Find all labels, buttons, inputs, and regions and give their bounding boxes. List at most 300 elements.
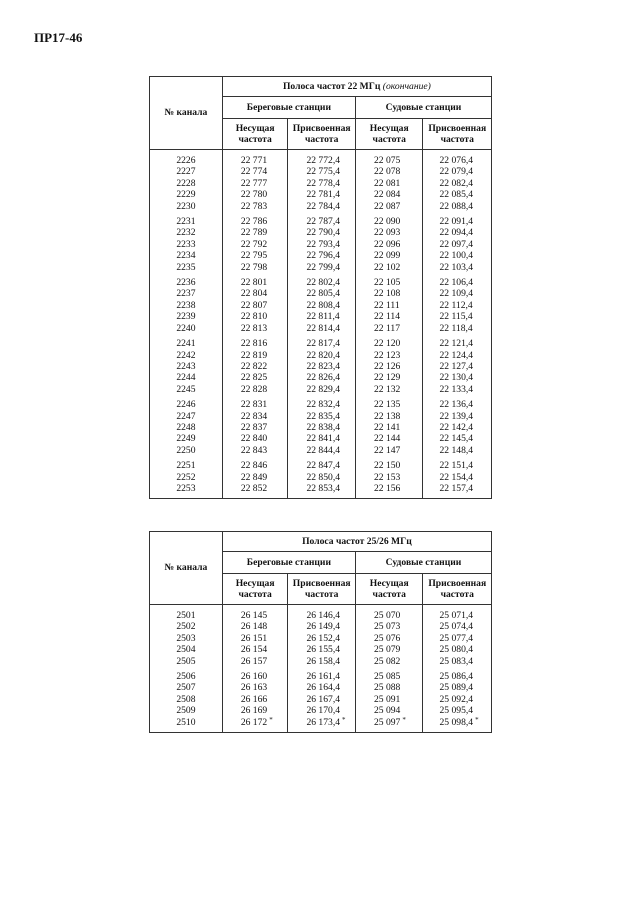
coast-assigned-frequency-cell	[288, 288, 356, 299]
coast-assigned-frequency-cell	[288, 705, 356, 716]
coast-carrier-frequency-cell	[222, 384, 288, 395]
coast-assigned-frequency: 26 161,4	[306, 671, 341, 683]
ship-assigned-frequency-cell	[423, 262, 492, 273]
ship-carrier-frequency: 22 150	[373, 460, 401, 472]
channel-number-cell	[150, 644, 223, 655]
channel-number: 2226	[176, 155, 196, 166]
coast-carrier-frequency-cell	[222, 411, 288, 422]
coast-assigned-frequency-cell	[288, 667, 356, 682]
coast-carrier-header: Несущая частота	[222, 574, 288, 605]
ship-assigned-frequency-cell	[423, 178, 492, 189]
coast-carrier-frequency-cell	[222, 717, 288, 733]
ship-carrier-frequency: 22 135	[373, 399, 401, 411]
coast-carrier-frequency-cell	[222, 311, 288, 322]
coast-carrier-frequency: 22 810	[240, 311, 268, 323]
coast-carrier-frequency: 22 783	[240, 200, 268, 212]
coast-assigned-frequency-cell	[288, 334, 356, 349]
coast-assigned-frequency: 22 802,4	[306, 277, 341, 289]
band-title-note: (окончание)	[382, 80, 431, 92]
coast-assigned-frequency: 22 853,4	[306, 482, 341, 494]
table-row	[150, 262, 492, 273]
coast-carrier-frequency-cell	[222, 667, 288, 682]
ship-carrier-frequency: 22 153	[373, 471, 401, 483]
ship-carrier-frequency-cell	[355, 239, 423, 250]
ship-carrier-frequency: 25 070	[373, 610, 401, 621]
ship-carrier-frequency-cell	[355, 288, 423, 299]
frequency-table-25-26mhz	[149, 531, 492, 733]
coast-assigned-frequency: 26 152,4	[306, 632, 341, 644]
ship-assigned-frequency: 25 095,4	[439, 705, 474, 717]
ship-carrier-header: Несущая частота	[355, 119, 423, 150]
band-title: Полоса частот 22 МГц	[282, 80, 381, 92]
ship-carrier-frequency-cell	[355, 682, 423, 693]
coast-assigned-frequency: 22 847,4	[306, 460, 341, 472]
channel-number: 2508	[176, 693, 196, 705]
channel-number-cell	[150, 395, 223, 410]
channel-number-cell	[150, 372, 223, 383]
channel-number-cell	[150, 456, 223, 471]
coast-carrier-frequency: 26 166	[240, 693, 268, 705]
coast-carrier-frequency-cell	[222, 212, 288, 227]
ship-carrier-frequency-cell	[355, 411, 423, 422]
coast-assigned-frequency-cell	[288, 483, 356, 499]
coast-carrier-frequency-cell	[222, 621, 288, 632]
ship-carrier-frequency: 22 078	[373, 166, 401, 178]
ship-carrier-frequency-cell	[355, 694, 423, 705]
channel-number-cell	[150, 361, 223, 372]
coast-assigned-frequency: 22 787,4	[306, 216, 341, 228]
coast-carrier-frequency: 22 795	[240, 250, 268, 262]
coast-assigned-frequency-cell	[288, 395, 356, 410]
ship-carrier-frequency: 25 094	[373, 705, 401, 717]
coast-carrier-frequency-cell	[222, 166, 288, 177]
coast-assigned-frequency-cell	[288, 262, 356, 273]
coast-carrier-frequency-cell	[222, 350, 288, 361]
coast-assigned-frequency: 22 820,4	[306, 349, 341, 361]
coast-assigned-header: Присвоенная частота	[288, 574, 356, 605]
table-row	[150, 445, 492, 456]
ship-assigned-frequency: 22 088,4	[439, 200, 474, 212]
ship-carrier-frequency: 25 079	[373, 644, 401, 656]
channel-number: 2240	[176, 322, 196, 334]
coast-carrier-frequency: 22 834	[240, 410, 268, 422]
ship-assigned-frequency: 25 083,4	[439, 655, 474, 667]
ship-assigned-frequency: 25 092,4	[439, 693, 474, 705]
coast-carrier-frequency: 22 801	[240, 277, 268, 289]
channel-number-cell	[150, 472, 223, 483]
coast-assigned-frequency: 22 838,4	[306, 421, 341, 433]
channel-number-cell	[150, 262, 223, 273]
coast-assigned-frequency: 22 850,4	[306, 471, 341, 483]
table-row	[150, 667, 492, 682]
coast-carrier-frequency-cell	[222, 472, 288, 483]
table-row	[150, 483, 492, 499]
channel-number-cell	[150, 694, 223, 705]
ship-carrier-frequency-cell	[355, 361, 423, 372]
ship-carrier-frequency-cell	[355, 605, 423, 622]
ship-assigned-frequency: 25 098,4	[439, 716, 474, 728]
channel-number-cell	[150, 384, 223, 395]
ship-assigned-frequency-cell	[423, 633, 492, 644]
band-header	[222, 532, 491, 552]
ship-carrier-frequency-cell	[355, 178, 423, 189]
channel-number-cell	[150, 300, 223, 311]
coast-carrier-frequency: 22 837	[240, 421, 268, 433]
coast-assigned-frequency: 22 784,4	[306, 200, 341, 212]
ship-assigned-frequency-cell	[423, 288, 492, 299]
table-row	[150, 150, 492, 167]
ship-carrier-frequency: 22 111	[373, 299, 400, 311]
table-row	[150, 605, 492, 622]
ship-assigned-frequency: 22 112,4	[439, 299, 473, 311]
coast-carrier-frequency: 22 777	[240, 177, 268, 189]
ship-assigned-frequency: 25 074,4	[439, 621, 474, 633]
channel-number: 2239	[176, 311, 196, 323]
table-row	[150, 239, 492, 250]
ship-carrier-frequency-cell	[355, 311, 423, 322]
ship-assigned-frequency: 22 106,4	[439, 277, 474, 289]
ship-assigned-frequency: 25 080,4	[439, 644, 474, 656]
band-header	[222, 77, 491, 97]
coast-carrier-frequency-cell	[222, 422, 288, 433]
ship-assigned-frequency-cell	[423, 656, 492, 667]
ship-assigned-frequency: 22 097,4	[439, 238, 474, 250]
coast-assigned-header: Присвоенная частота	[288, 119, 356, 150]
ship-carrier-frequency-cell	[355, 201, 423, 212]
ship-carrier-frequency: 22 105	[373, 277, 401, 289]
channel-number: 2251	[176, 460, 196, 472]
channel-number: 2502	[176, 621, 196, 633]
coast-carrier-frequency: 22 792	[240, 238, 268, 250]
table-row	[150, 633, 492, 644]
coast-assigned-frequency: 22 817,4	[306, 338, 341, 350]
coast-carrier-frequency-cell	[222, 372, 288, 383]
channel-number-cell	[150, 178, 223, 189]
coast-assigned-frequency: 22 808,4	[306, 299, 341, 311]
table-row	[150, 621, 492, 632]
ship-carrier-frequency-cell	[355, 227, 423, 238]
ship-assigned-frequency-cell	[423, 166, 492, 177]
coast-carrier-frequency-cell	[222, 644, 288, 655]
coast-assigned-frequency-cell	[288, 384, 356, 395]
coast-carrier-frequency: 22 804	[240, 288, 268, 300]
channel-number-cell	[150, 201, 223, 212]
coast-assigned-frequency: 22 835,4	[306, 410, 341, 422]
coast-assigned-frequency-cell	[288, 150, 356, 167]
coast-assigned-frequency: 22 778,4	[306, 177, 341, 189]
coast-assigned-frequency-cell	[288, 239, 356, 250]
ship-assigned-frequency: 25 089,4	[439, 682, 474, 694]
ship-assigned-frequency-cell	[423, 705, 492, 716]
coast-assigned-frequency-cell	[288, 411, 356, 422]
ship-assigned-frequency: 22 133,4	[439, 383, 474, 395]
ship-carrier-frequency-cell	[355, 422, 423, 433]
ship-assigned-frequency: 22 085,4	[439, 189, 474, 201]
ship-assigned-frequency: 22 115,4	[439, 311, 473, 323]
table-row	[150, 250, 492, 261]
channel-number: 2238	[176, 299, 196, 311]
channel-number: 2233	[176, 238, 196, 250]
channel-number-cell	[150, 166, 223, 177]
table-row	[150, 361, 492, 372]
coast-carrier-frequency-cell	[222, 178, 288, 189]
coast-carrier-frequency-cell	[222, 262, 288, 273]
ship-assigned-frequency-cell	[423, 201, 492, 212]
ship-stations-header: Судовые станции	[355, 552, 491, 574]
ship-assigned-frequency: 22 082,4	[439, 177, 474, 189]
coast-assigned-frequency-cell	[288, 445, 356, 456]
channel-number-cell	[150, 682, 223, 693]
channel-number: 2227	[176, 166, 196, 178]
table-body	[150, 150, 492, 499]
coast-assigned-frequency: 22 796,4	[306, 250, 341, 262]
ship-carrier-frequency-cell	[355, 212, 423, 227]
ship-carrier-frequency: 22 087	[373, 200, 401, 212]
ship-assigned-frequency-cell	[423, 667, 492, 682]
ship-carrier-frequency: 22 117	[373, 322, 400, 334]
table-row	[150, 411, 492, 422]
ship-assigned-frequency: 22 109,4	[439, 288, 474, 300]
channel-number: 2234	[176, 250, 196, 262]
table-row	[150, 395, 492, 410]
coast-assigned-frequency: 22 772,4	[306, 155, 341, 166]
channel-number-header: № канала	[150, 77, 223, 150]
channel-number: 2229	[176, 189, 196, 201]
ship-assigned-frequency-cell	[423, 273, 492, 288]
table-row	[150, 422, 492, 433]
ship-carrier-frequency: 22 075	[373, 155, 401, 166]
ship-assigned-frequency: 22 151,4	[439, 460, 474, 472]
ship-assigned-frequency: 22 157,4	[439, 482, 474, 494]
ship-assigned-frequency: 22 121,4	[439, 338, 474, 350]
ship-assigned-header: Присвоенная частота	[423, 119, 492, 150]
channel-number: 2248	[176, 421, 196, 433]
coast-carrier-frequency: 26 160	[240, 671, 268, 683]
ship-assigned-frequency-cell	[423, 411, 492, 422]
ship-carrier-frequency: 22 099	[373, 250, 401, 262]
coast-assigned-frequency-cell	[288, 605, 356, 622]
coast-assigned-frequency-cell	[288, 717, 356, 733]
ship-assigned-frequency: 22 124,4	[439, 349, 474, 361]
coast-assigned-frequency: 22 814,4	[306, 322, 341, 334]
table-row	[150, 201, 492, 212]
table-row	[150, 227, 492, 238]
coast-carrier-frequency-cell	[222, 189, 288, 200]
ship-assigned-frequency-cell	[423, 239, 492, 250]
ship-carrier-frequency-cell	[355, 483, 423, 499]
ship-carrier-frequency-cell	[355, 273, 423, 288]
channel-number: 2250	[176, 444, 196, 456]
table-row	[150, 656, 492, 667]
ship-assigned-frequency: 22 142,4	[439, 421, 474, 433]
ship-carrier-frequency-cell	[355, 384, 423, 395]
ship-assigned-frequency: 22 136,4	[439, 399, 474, 411]
coast-assigned-frequency-cell	[288, 633, 356, 644]
channel-number-cell	[150, 445, 223, 456]
channel-number-cell	[150, 212, 223, 227]
coast-assigned-frequency-cell	[288, 201, 356, 212]
ship-carrier-frequency-cell	[355, 656, 423, 667]
ship-assigned-frequency: 22 118,4	[439, 322, 473, 334]
footnote-marker: *	[475, 715, 479, 724]
ship-assigned-frequency-cell	[423, 456, 492, 471]
ship-carrier-frequency: 22 147	[373, 444, 401, 456]
ship-carrier-frequency-cell	[355, 433, 423, 444]
coast-assigned-frequency-cell	[288, 212, 356, 227]
channel-number: 2243	[176, 360, 196, 372]
ship-assigned-frequency-cell	[423, 250, 492, 261]
ship-carrier-frequency-cell	[355, 644, 423, 655]
ship-assigned-frequency-cell	[423, 227, 492, 238]
ship-stations-header: Судовые станции	[355, 97, 491, 119]
coast-carrier-frequency: 22 828	[240, 383, 268, 395]
coast-carrier-frequency: 26 154	[240, 644, 268, 656]
coast-assigned-frequency: 22 811,4	[306, 311, 340, 323]
coast-assigned-frequency-cell	[288, 372, 356, 383]
table-row	[150, 334, 492, 349]
ship-carrier-frequency: 22 081	[373, 177, 401, 189]
ship-assigned-frequency: 22 139,4	[439, 410, 474, 422]
coast-carrier-frequency-cell	[222, 705, 288, 716]
coast-assigned-frequency: 22 805,4	[306, 288, 341, 300]
coast-carrier-frequency-cell	[222, 201, 288, 212]
channel-number-cell	[150, 189, 223, 200]
channel-number-cell	[150, 705, 223, 716]
channel-number-cell	[150, 605, 223, 622]
channel-number-cell	[150, 667, 223, 682]
coast-assigned-frequency-cell	[288, 300, 356, 311]
coast-carrier-frequency-cell	[222, 445, 288, 456]
ship-assigned-frequency-cell	[423, 311, 492, 322]
channel-number-cell	[150, 323, 223, 334]
table-row	[150, 288, 492, 299]
coast-carrier-frequency-cell	[222, 605, 288, 622]
coast-assigned-frequency-cell	[288, 227, 356, 238]
coast-carrier-frequency-cell	[222, 633, 288, 644]
channel-number: 2246	[176, 399, 196, 411]
ship-assigned-frequency-cell	[423, 372, 492, 383]
coast-assigned-frequency: 26 155,4	[306, 644, 341, 656]
coast-carrier-frequency-cell	[222, 227, 288, 238]
ship-carrier-frequency-cell	[355, 323, 423, 334]
coast-assigned-frequency-cell	[288, 433, 356, 444]
channel-number: 2244	[176, 372, 196, 384]
ship-carrier-frequency: 25 082	[373, 655, 401, 667]
ship-carrier-frequency: 25 088	[373, 682, 401, 694]
coast-carrier-frequency: 22 780	[240, 189, 268, 201]
table-row	[150, 166, 492, 177]
footnote-marker: *	[269, 715, 273, 724]
coast-assigned-frequency: 26 149,4	[306, 621, 341, 633]
ship-carrier-frequency: 22 108	[373, 288, 401, 300]
coast-assigned-frequency: 26 170,4	[306, 705, 341, 717]
ship-assigned-frequency-cell	[423, 483, 492, 499]
coast-assigned-frequency: 22 844,4	[306, 444, 341, 456]
ship-assigned-frequency: 22 154,4	[439, 471, 474, 483]
coast-carrier-frequency: 26 172	[240, 716, 268, 728]
ship-carrier-frequency-cell	[355, 189, 423, 200]
ship-assigned-frequency-cell	[423, 350, 492, 361]
coast-carrier-frequency: 26 148	[240, 621, 268, 633]
coast-assigned-frequency: 22 829,4	[306, 383, 341, 395]
coast-carrier-frequency: 26 163	[240, 682, 268, 694]
coast-assigned-frequency-cell	[288, 323, 356, 334]
ship-assigned-frequency-cell	[423, 694, 492, 705]
coast-carrier-frequency: 22 822	[240, 360, 268, 372]
channel-number-cell	[150, 350, 223, 361]
ship-carrier-frequency: 22 132	[373, 383, 401, 395]
coast-carrier-frequency-cell	[222, 288, 288, 299]
coast-carrier-frequency-cell	[222, 300, 288, 311]
channel-number: 2236	[176, 277, 196, 289]
coast-assigned-frequency-cell	[288, 644, 356, 655]
ship-assigned-frequency: 25 077,4	[439, 632, 474, 644]
coast-stations-header: Береговые станции	[222, 97, 355, 119]
table-row	[150, 682, 492, 693]
coast-assigned-frequency: 26 146,4	[306, 610, 341, 621]
coast-carrier-frequency: 22 825	[240, 372, 268, 384]
ship-carrier-frequency: 25 097	[373, 716, 401, 728]
channel-number-cell	[150, 311, 223, 322]
footnote-marker: *	[342, 715, 346, 724]
table-row	[150, 189, 492, 200]
ship-carrier-frequency-cell	[355, 667, 423, 682]
channel-number-cell	[150, 433, 223, 444]
coast-assigned-frequency-cell	[288, 350, 356, 361]
channel-number: 2505	[176, 655, 196, 667]
ship-assigned-frequency-cell	[423, 433, 492, 444]
channel-number: 2231	[176, 216, 196, 228]
channel-number: 2247	[176, 410, 196, 422]
coast-carrier-frequency: 22 831	[240, 399, 268, 411]
coast-assigned-frequency: 22 775,4	[306, 166, 341, 178]
band-title: Полоса частот 25/26 МГц	[302, 535, 412, 547]
coast-carrier-frequency-cell	[222, 483, 288, 499]
ship-carrier-frequency: 25 091	[373, 693, 401, 705]
coast-carrier-frequency: 26 157	[240, 655, 268, 667]
channel-number-cell	[150, 656, 223, 667]
ship-carrier-frequency: 22 084	[373, 189, 401, 201]
ship-assigned-frequency: 25 086,4	[439, 671, 474, 683]
ship-carrier-frequency: 25 073	[373, 621, 401, 633]
ship-assigned-frequency-cell	[423, 682, 492, 693]
table-row	[150, 323, 492, 334]
coast-carrier-frequency-cell	[222, 656, 288, 667]
channel-number: 2230	[176, 200, 196, 212]
coast-assigned-frequency: 26 158,4	[306, 655, 341, 667]
table-row	[150, 311, 492, 322]
ship-assigned-frequency-cell	[423, 422, 492, 433]
coast-carrier-frequency-cell	[222, 456, 288, 471]
coast-carrier-frequency: 22 813	[240, 322, 268, 334]
ship-carrier-frequency-cell	[355, 300, 423, 311]
coast-carrier-frequency: 22 816	[240, 338, 268, 350]
coast-carrier-frequency-cell	[222, 323, 288, 334]
ship-carrier-frequency-cell	[355, 262, 423, 273]
ship-carrier-frequency: 22 138	[373, 410, 401, 422]
coast-carrier-frequency-cell	[222, 273, 288, 288]
coast-carrier-frequency: 22 846	[240, 460, 268, 472]
ship-carrier-frequency-cell	[355, 472, 423, 483]
channel-number: 2501	[176, 610, 196, 621]
table-row	[150, 178, 492, 189]
coast-carrier-frequency: 26 169	[240, 705, 268, 717]
ship-assigned-frequency: 22 100,4	[439, 250, 474, 262]
channel-number-cell	[150, 334, 223, 349]
coast-carrier-frequency-cell	[222, 150, 288, 167]
ship-assigned-frequency: 22 127,4	[439, 360, 474, 372]
channel-number: 2252	[176, 471, 196, 483]
